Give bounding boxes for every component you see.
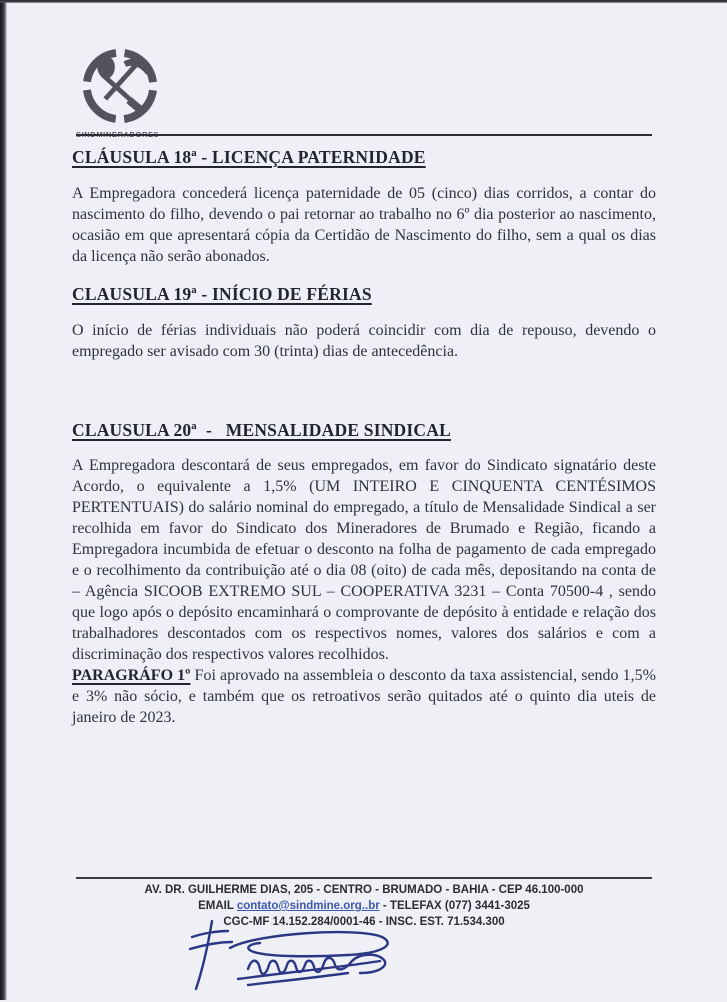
footer-address: AV. DR. GUILHERME DIAS, 205 - CENTRO - BRUMADO - BAHIA - CEP 46.100-000 xyxy=(144,884,584,896)
clause-19-heading: CLAUSULA 19ª - INÍCIO DE FÉRIAS xyxy=(72,284,372,304)
clause-20-body: A Empregadora descontará de seus empregados, em favor do Sindicato signatário deste Acordo, o equivalente a 1,5% (UM INTEIRO E CINQUENTA CENTÉSIMOS PERTENTUAIS) do salário nominal do empregado, a título de Mensalidade Sindical a ser recolhida em favor do Sindicato dos Mineradores de Brumado e Região, ficando a Empregadora incumbida de efetuar o desconto na folha de pagamento de cada empregado e o recolhimento da contribuição até o dia 08 (oito) de cada mês, depositando na conta de – Agência SICOOB EXTREMO SUL – COOPERATIVA 3231 – Conta 70500-4 , sendo que logo após o depósito encaminhará o comprovante de depósito à entidade e relação dos trabalhadores descontados com os respectivos nomes, valores dos salários e com a discriminação dos respectivos valores recolhidos. xyxy=(72,457,656,663)
clause-20-heading: CLAUSULA 20ª - MENSALIDADE SINDICAL xyxy=(72,420,451,440)
paragrafo-1 xyxy=(72,665,656,728)
scan-edge-shadow-top xyxy=(0,0,727,3)
footer-divider xyxy=(76,877,652,879)
clause-19-body: O início de férias individuais não poderá coincidir com dia de repouso, devendo o empregado ser avisado com 30 (trinta) dias de antecedência. xyxy=(72,322,656,360)
union-logo xyxy=(76,44,186,139)
crossed-shovel-pickaxe-icon xyxy=(76,44,186,128)
footer-contact-line xyxy=(72,898,656,914)
header-divider xyxy=(76,134,652,136)
scan-edge-shadow-left xyxy=(0,0,7,1000)
footer-registry: CGC-MF 14.152.284/0001-46 - INSC. EST. 71.534.300 xyxy=(223,916,505,928)
handwritten-signature xyxy=(152,915,412,1002)
clause-18-body: A Empregadora concederá licença paternidade de 05 (cinco) dias corridos, a contar do nascimento do filho, devendo o pai retornar ao trabalho no 6º dia posterior ao nascimento, ocasião em que apresentará cópia da Certidão de Nascimento do filho, sem a qual os dias da licença não serão abonados. xyxy=(72,185,656,265)
footer-email-link[interactable]: contato@sindmine.org..br xyxy=(236,900,380,912)
footer-email-label: EMAIL xyxy=(198,900,234,912)
paragrafo-1-label: PARAGRÁFO 1º xyxy=(72,667,191,684)
paragrafo-1-text: Foi aprovado na assembleia o desconto da taxa assistencial, sendo 1,5% e 3% não sócio, e também que os retroativos serão quitados até o quinto dia uteis de janeiro de 2023. xyxy=(72,667,656,726)
footer-telefax: - TELEFAX (077) 3441-3025 xyxy=(382,900,530,912)
clause-18-heading: CLÁUSULA 18ª - LICENÇA PATERNIDADE xyxy=(72,147,426,167)
